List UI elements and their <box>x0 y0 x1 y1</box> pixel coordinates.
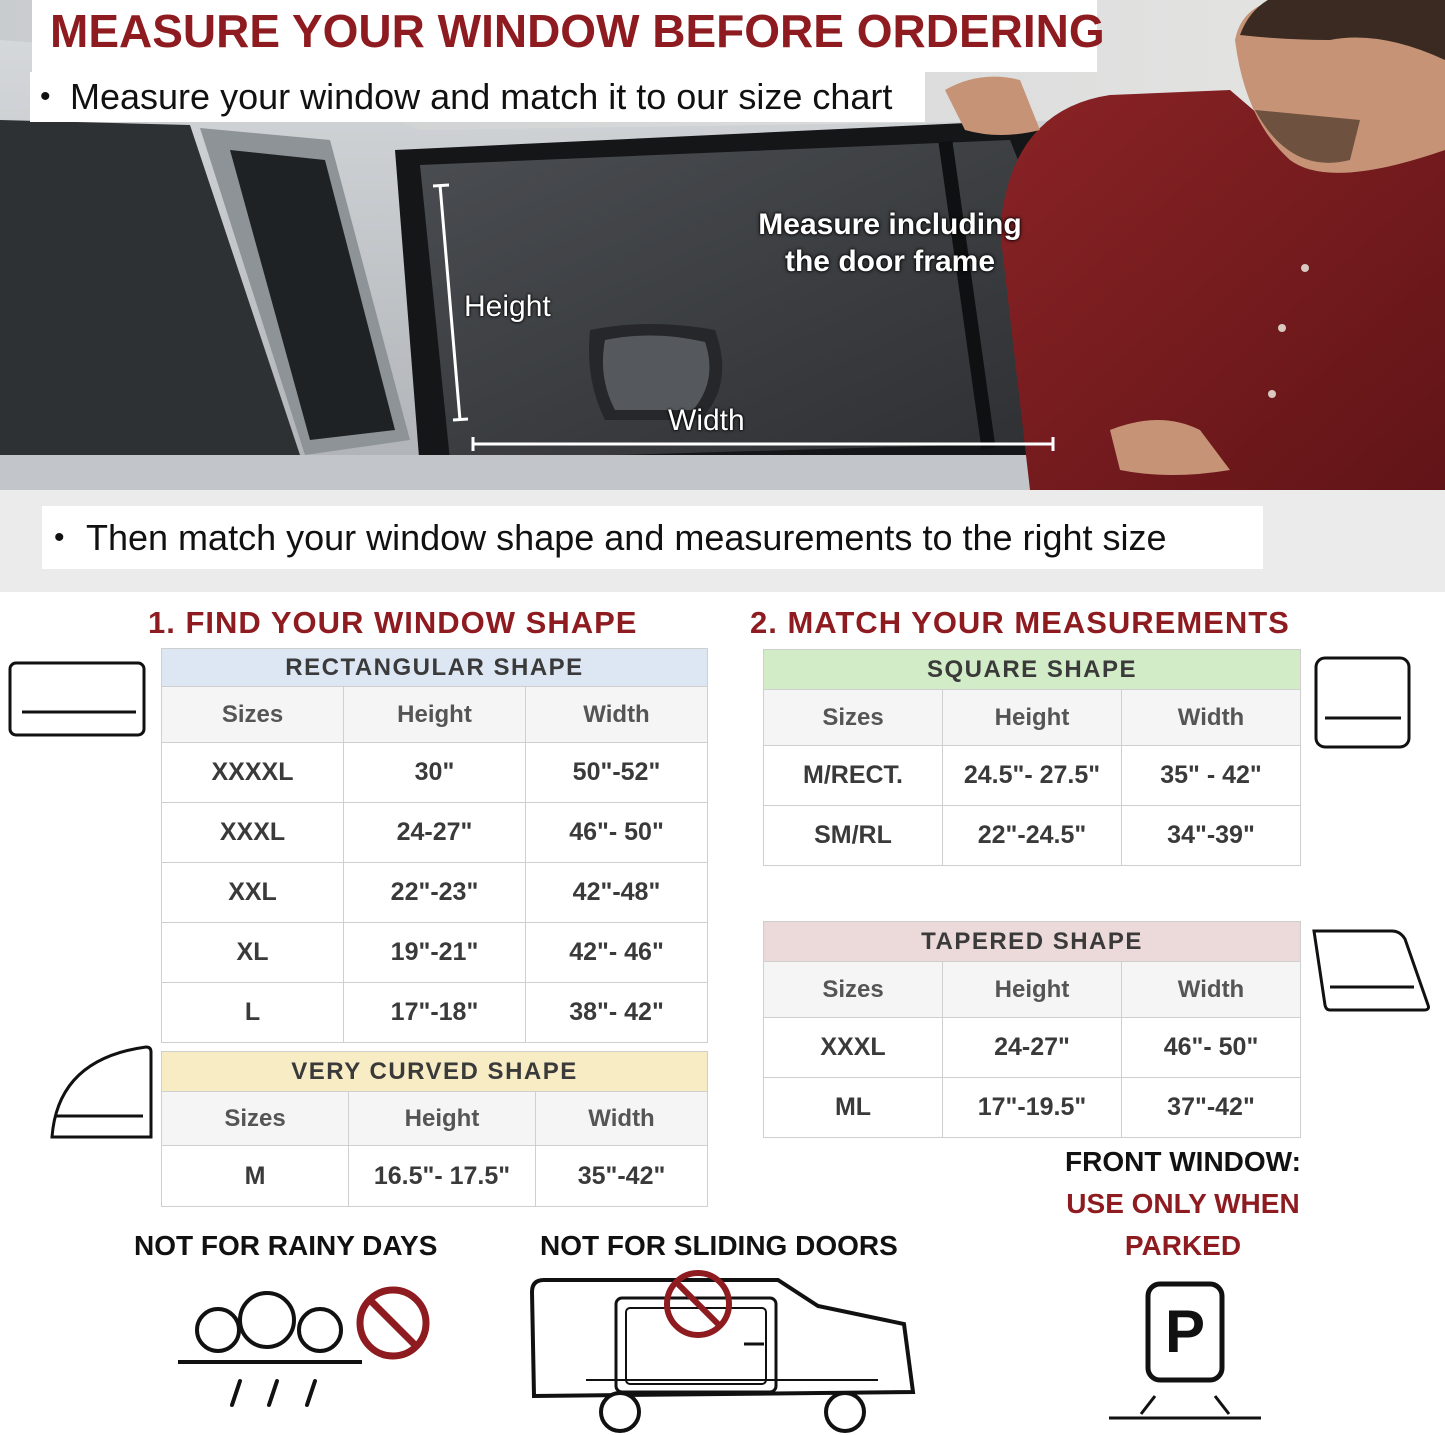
table-row <box>764 746 1301 806</box>
width-cell: 35" - 42" <box>1122 746 1301 806</box>
very-curved-size-table <box>161 1051 708 1207</box>
size-cell: XXXL <box>764 1018 943 1078</box>
width-cell: 37"-42" <box>1122 1078 1301 1138</box>
height-cell: 24-27" <box>344 803 526 863</box>
height-cell: 22"-23" <box>344 863 526 923</box>
column-header-width: Width <box>526 687 708 743</box>
height-cell: 19"-21" <box>344 923 526 983</box>
height-cell: 24.5"- 27.5" <box>943 746 1122 806</box>
size-cell: M/RECT. <box>764 746 943 806</box>
size-cell: XL <box>162 923 344 983</box>
height-cell: 17"-18" <box>344 983 526 1043</box>
square-shape-title: SQUARE SHAPE <box>764 650 1301 690</box>
size-cell: XXXL <box>162 803 344 863</box>
table-row <box>764 1078 1301 1138</box>
width-cell: 35"-42" <box>536 1146 708 1207</box>
width-cell: 42"- 46" <box>526 923 708 983</box>
column-header-height: Height <box>943 690 1122 746</box>
column-header-height: Height <box>344 687 526 743</box>
height-label: Height <box>464 290 551 323</box>
van-icon <box>528 1262 920 1434</box>
prohibited-icon <box>360 1290 426 1356</box>
front-window-warning-line2: PARKED <box>1124 1230 1242 1261</box>
height-cell: 22"-24.5" <box>943 806 1122 866</box>
width-cell: 50"-52" <box>526 743 708 803</box>
column-header-height: Height <box>349 1092 536 1146</box>
very-curved-shape-title: VERY CURVED SHAPE <box>162 1052 708 1092</box>
height-cell: 17"-19.5" <box>943 1078 1122 1138</box>
match-instruction: • Then match your window shape and measurements to the right size <box>42 506 1263 569</box>
table-row <box>162 863 708 923</box>
rain-cloud-icon <box>170 1285 440 1415</box>
parking-sign-icon <box>1105 1280 1265 1425</box>
step1-heading: 1. FIND YOUR WINDOW SHAPE <box>148 605 638 640</box>
front-window-warning-line1: USE ONLY WHEN <box>1066 1188 1300 1219</box>
height-cell: 30" <box>344 743 526 803</box>
step2-heading: 2. MATCH YOUR MEASUREMENTS <box>750 605 1290 640</box>
front-window-heading: FRONT WINDOW: <box>1065 1146 1301 1177</box>
column-header-height: Height <box>943 962 1122 1018</box>
page-title: MEASURE YOUR WINDOW BEFORE ORDERING <box>32 0 1097 72</box>
curved-window-icon <box>48 1044 156 1142</box>
table-row <box>764 806 1301 866</box>
width-label: Width <box>668 404 745 437</box>
size-cell: SM/RL <box>764 806 943 866</box>
width-cell: 42"-48" <box>526 863 708 923</box>
sliding-warning-title: NOT FOR SLIDING DOORS <box>540 1230 898 1261</box>
square-window-icon <box>1313 655 1413 751</box>
size-cell: M <box>162 1146 349 1207</box>
width-cell: 46"- 50" <box>1122 1018 1301 1078</box>
size-cell: XXL <box>162 863 344 923</box>
rectangular-window-icon <box>8 660 148 740</box>
column-header-sizes: Sizes <box>162 1092 349 1146</box>
rectangular-shape-title: RECTANGULAR SHAPE <box>162 649 708 687</box>
square-size-table <box>763 649 1301 866</box>
table-row <box>162 803 708 863</box>
size-cell: XXXXL <box>162 743 344 803</box>
size-cell: L <box>162 983 344 1043</box>
column-header-sizes: Sizes <box>764 690 943 746</box>
width-cell: 34"-39" <box>1122 806 1301 866</box>
measure-instruction: • Measure your window and match it to our size chart <box>30 72 925 122</box>
rectangular-size-table <box>161 648 708 1043</box>
table-row <box>162 1146 708 1207</box>
column-header-width: Width <box>1122 962 1301 1018</box>
column-header-width: Width <box>1122 690 1301 746</box>
tapered-size-table <box>763 921 1301 1138</box>
size-cell: ML <box>764 1078 943 1138</box>
width-cell: 38"- 42" <box>526 983 708 1043</box>
measure-note: Measure including the door frame <box>758 208 1022 278</box>
table-row <box>162 923 708 983</box>
tapered-shape-title: TAPERED SHAPE <box>764 922 1301 962</box>
height-cell: 16.5"- 17.5" <box>349 1146 536 1207</box>
table-row <box>162 983 708 1043</box>
column-header-width: Width <box>536 1092 708 1146</box>
prohibited-icon <box>667 1273 729 1335</box>
width-cell: 46"- 50" <box>526 803 708 863</box>
table-row <box>162 743 708 803</box>
rainy-warning-title: NOT FOR RAINY DAYS <box>134 1230 438 1261</box>
height-cell: 24-27" <box>943 1018 1122 1078</box>
parking-letter: P <box>1164 1298 1206 1365</box>
column-header-sizes: Sizes <box>162 687 344 743</box>
tapered-window-icon <box>1310 925 1434 1015</box>
table-row <box>764 1018 1301 1078</box>
column-header-sizes: Sizes <box>764 962 943 1018</box>
